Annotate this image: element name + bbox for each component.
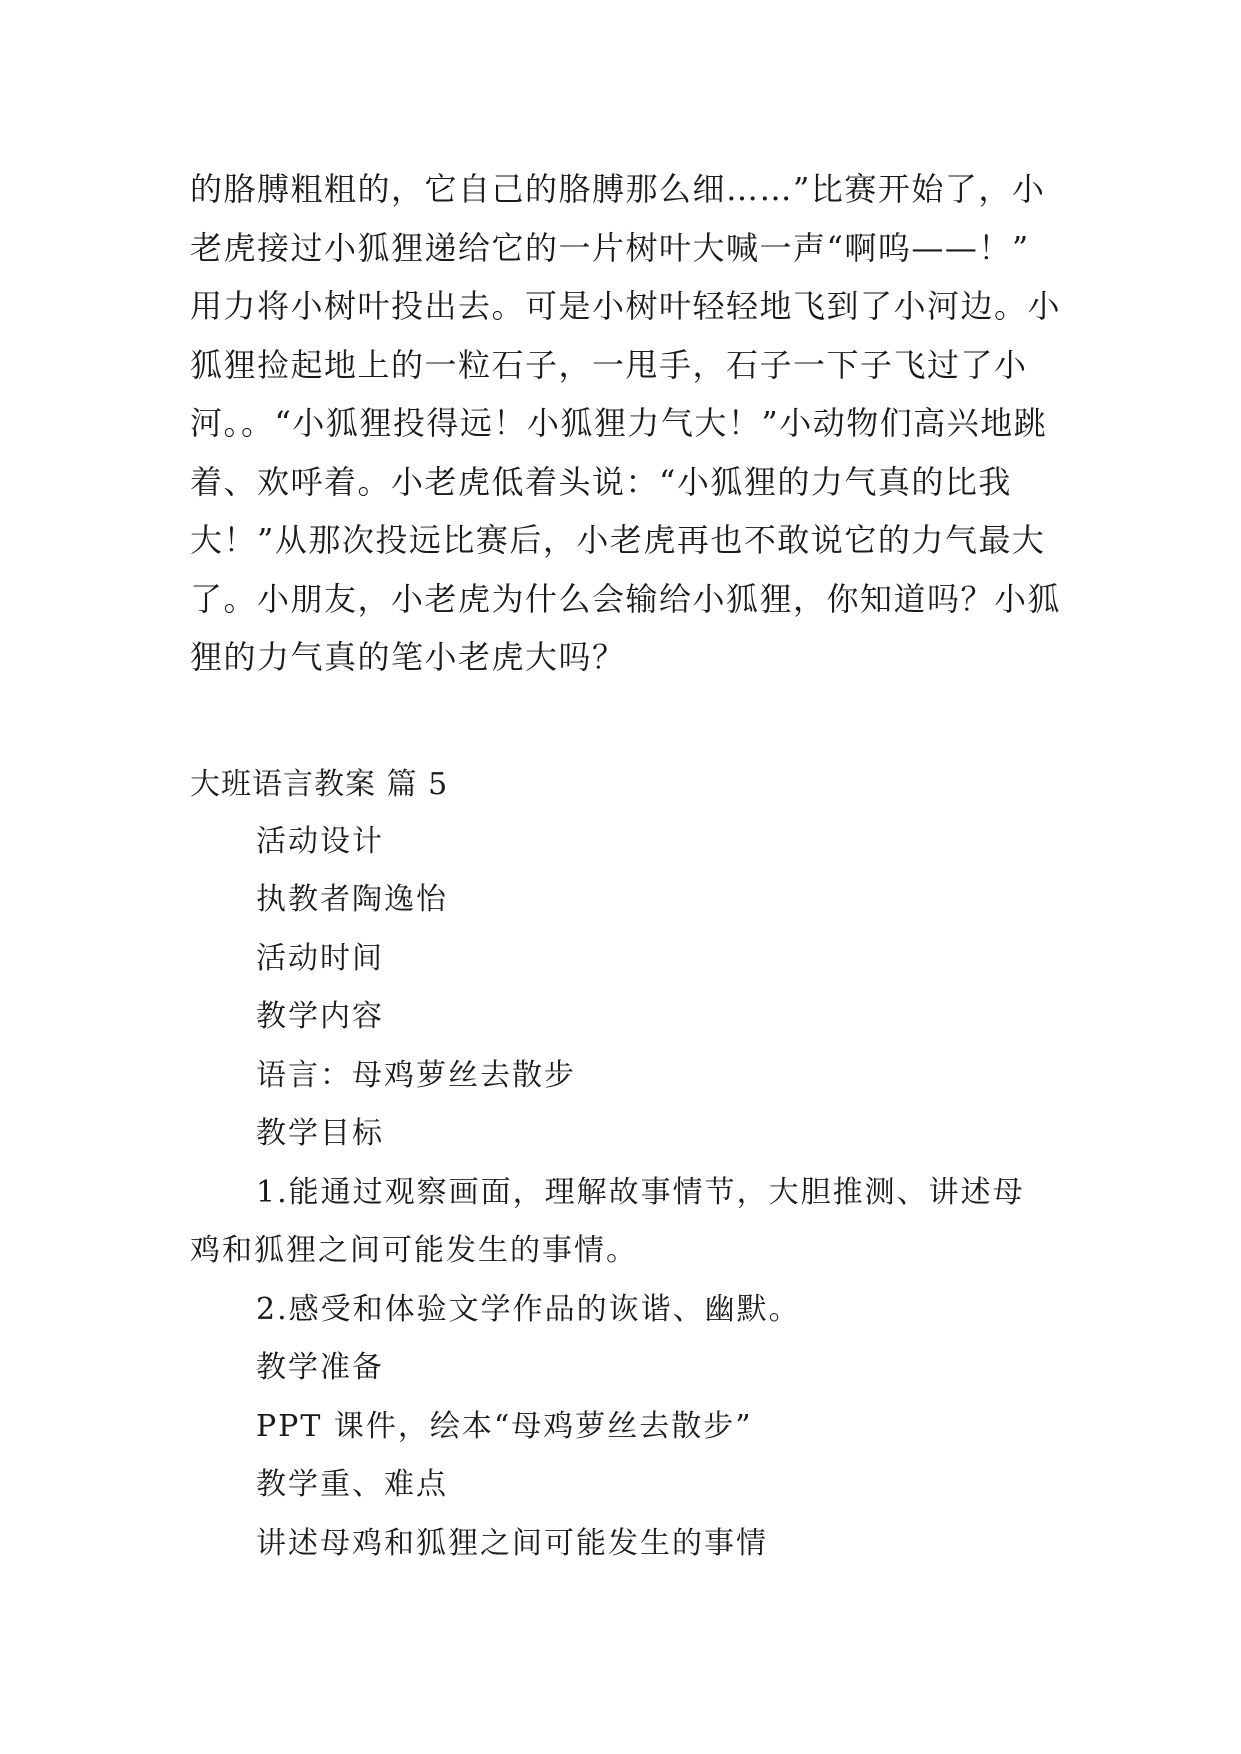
lesson-line-key-point-detail: 讲述母鸡和狐狸之间可能发生的事情 [256, 1525, 768, 1561]
lesson-line-activity-design: 活动设计 [256, 823, 384, 859]
lesson-line-teaching-content: 教学内容 [256, 999, 384, 1034]
story-line: 河。。“小狐狸投得远！小狐狸力气大！”小动物们高兴地跳 [190, 404, 1048, 442]
document-page [190, 160, 1060, 1573]
lesson-line-key-points: 教学重、难点 [256, 1467, 448, 1502]
lesson-line-goal-2: 2.感受和体验文学作品的诙谐、幽默。 [256, 1291, 801, 1327]
lesson-line-goal-1: 1.能通过观察画面，理解故事情节，大胆推测、讲述母 [256, 1174, 1025, 1210]
lesson-plan-lines [190, 813, 1060, 1574]
story-line: 着、欢呼着。小老虎低着头说：“小狐狸的力气真的比我 [190, 462, 1012, 501]
lesson-line-goal-1-cont: 鸡和狐狸之间可能发生的事情。 [190, 1233, 638, 1268]
story-line: 狸的力气真的笔小老虎大吗？ [190, 638, 626, 676]
story-line: 老虎接过小狐狸递给它的一片树叶大喊一声“啊呜——！” [190, 228, 1030, 267]
story-line: 的胳膊粗粗的，它自己的胳膊那么细……”比赛开始了，小 [190, 170, 1046, 208]
lesson-line-teacher: 执教者陶逸怡 [256, 882, 448, 917]
lesson-line-preparation: 教学准备 [256, 1350, 384, 1385]
story-line: 了。小朋友，小老虎为什么会输给小狐狸，你知道吗？小狐 [190, 579, 1062, 618]
story-line: 大！”从那次投远比赛后，小老虎再也不敢说它的力气最大 [190, 521, 1046, 559]
story-line: 狐狸捡起地上的一粒石子，一甩手，石子一下子飞过了小 [190, 345, 1028, 384]
lesson-line-language: 语言：母鸡萝丝去散步 [256, 1057, 576, 1093]
section-heading: 大班语言教案 篇 5 [190, 766, 449, 802]
lesson-line-activity-time: 活动时间 [256, 940, 384, 976]
lesson-line-materials: PPT 课件，绘本“母鸡萝丝去散步” [256, 1408, 753, 1444]
story-paragraph [190, 160, 1060, 687]
story-line: 用力将小树叶投出去。可是小树叶轻轻地飞到了小河边。小 [190, 287, 1062, 325]
lesson-line-teaching-goals: 教学目标 [256, 1116, 384, 1151]
